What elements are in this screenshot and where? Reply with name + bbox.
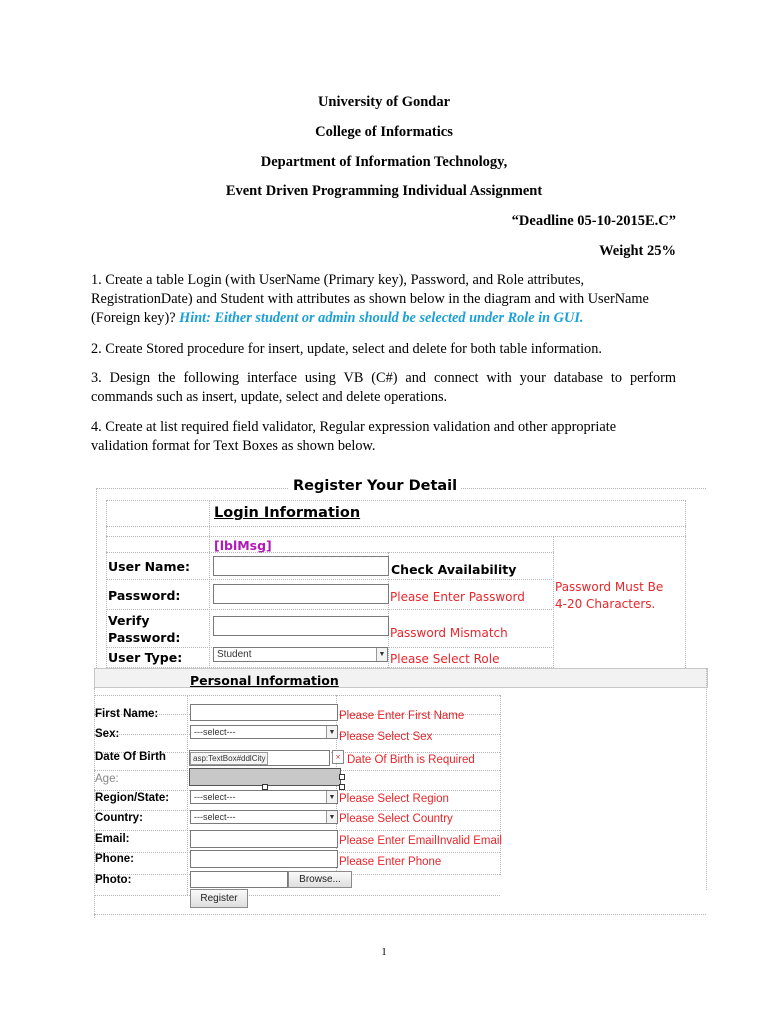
check-availability-link[interactable]: Check Availability — [391, 562, 517, 577]
sex-value: ---select--- — [194, 727, 236, 737]
verify-password-input[interactable] — [213, 616, 389, 636]
dropdown-arrow-icon: ▼ — [326, 791, 337, 803]
email-input[interactable] — [190, 830, 338, 848]
password-length-error-line1: Password Must Be — [555, 580, 664, 594]
country-select[interactable] — [190, 810, 338, 824]
task-1-hint: Hint: Either student or admin should be selected under Role in GUI. — [179, 310, 584, 326]
password-mismatch-error: Password Mismatch — [390, 626, 508, 640]
form-title: Register Your Detail — [290, 478, 460, 494]
first-name-label: First Name: — [95, 708, 159, 720]
dropdown-arrow-icon: ▼ — [326, 811, 337, 823]
sex-error: Please Select Sex — [339, 731, 433, 743]
course-title: Event Driven Programming Individual Assignment — [225, 183, 543, 199]
phone-error: Please Enter Phone — [339, 856, 442, 868]
first-name-error: Please Enter First Name — [339, 710, 465, 722]
college-title: College of Informatics — [315, 124, 453, 140]
photo-label: Photo: — [95, 874, 132, 886]
task-3: 3. Design the following interface using VB (C#) and connect with your database to perform commands such as insert, update, select and delete operations. — [91, 370, 676, 405]
task-1-text: 1. Create a table Login (with UserName (Primary key), Password, and Role attributes, RegistrationDate) and Student with attributes as shown below in the diagram and with UserName (Foreign key)? — [91, 272, 649, 326]
university-title: University of Gondar — [317, 94, 451, 110]
password-label: Password: — [108, 588, 181, 603]
region-value: ---select--- — [194, 792, 236, 802]
user-type-label: User Type: — [108, 650, 183, 665]
dropdown-arrow-icon: ▼ — [326, 726, 337, 738]
phone-label: Phone: — [95, 853, 134, 865]
department-title: Department of Information Technology, — [260, 154, 508, 170]
country-label: Country: — [95, 812, 143, 824]
sex-select[interactable] — [190, 725, 338, 739]
dob-control-tag: asp:TextBox#ddlCity — [190, 752, 268, 765]
message-label: [lblMsg] — [214, 538, 272, 553]
country-value: ---select--- — [194, 812, 236, 822]
browse-button[interactable]: Browse... — [288, 871, 352, 888]
username-input[interactable] — [213, 556, 389, 576]
dob-label: Date Of Birth — [95, 751, 166, 763]
dob-error: Date Of Birth is Required — [347, 754, 475, 766]
task-4: 4. Create at list required field validator, Regular expression validation and other appropriate validation format for Text Boxes as shown below. — [91, 419, 617, 454]
first-name-input[interactable] — [190, 704, 338, 721]
email-label: Email: — [95, 833, 130, 845]
phone-input[interactable] — [190, 850, 338, 868]
verify-password-label-line2: Password: — [108, 630, 181, 645]
country-error: Please Select Country — [339, 813, 453, 825]
weight: Weight 25% — [599, 243, 676, 259]
username-label: User Name: — [108, 559, 190, 574]
region-error: Please Select Region — [339, 793, 449, 805]
page-number: 1 — [381, 946, 387, 958]
age-label: Age: — [95, 773, 119, 785]
password-input[interactable] — [213, 584, 389, 604]
email-error: Please Enter EmailInvalid Email — [339, 835, 502, 847]
region-label: Region/State: — [95, 792, 170, 804]
user-type-select[interactable] — [213, 647, 388, 662]
role-error: Please Select Role — [390, 652, 500, 666]
password-length-error-line2: 4-20 Characters. — [555, 597, 656, 611]
personal-section-heading: Personal Information — [190, 673, 339, 688]
task-1 — [91, 271, 676, 328]
region-select[interactable] — [190, 790, 338, 804]
sex-label: Sex: — [95, 728, 120, 740]
dropdown-arrow-icon: ▼ — [376, 648, 387, 661]
photo-file-input[interactable] — [190, 871, 288, 888]
password-required-error: Please Enter Password — [390, 590, 525, 604]
deadline: “Deadline 05-10-2015E.C” — [511, 213, 676, 229]
register-button[interactable]: Register — [190, 889, 248, 908]
verify-password-label-line1: Verify — [108, 613, 150, 628]
user-type-value: Student — [217, 649, 252, 660]
close-icon[interactable]: × — [332, 750, 344, 764]
registration-form — [0, 470, 768, 920]
login-section-heading: Login Information — [214, 505, 361, 521]
task-2: 2. Create Stored procedure for insert, update, select and delete for both table information. — [91, 341, 602, 357]
